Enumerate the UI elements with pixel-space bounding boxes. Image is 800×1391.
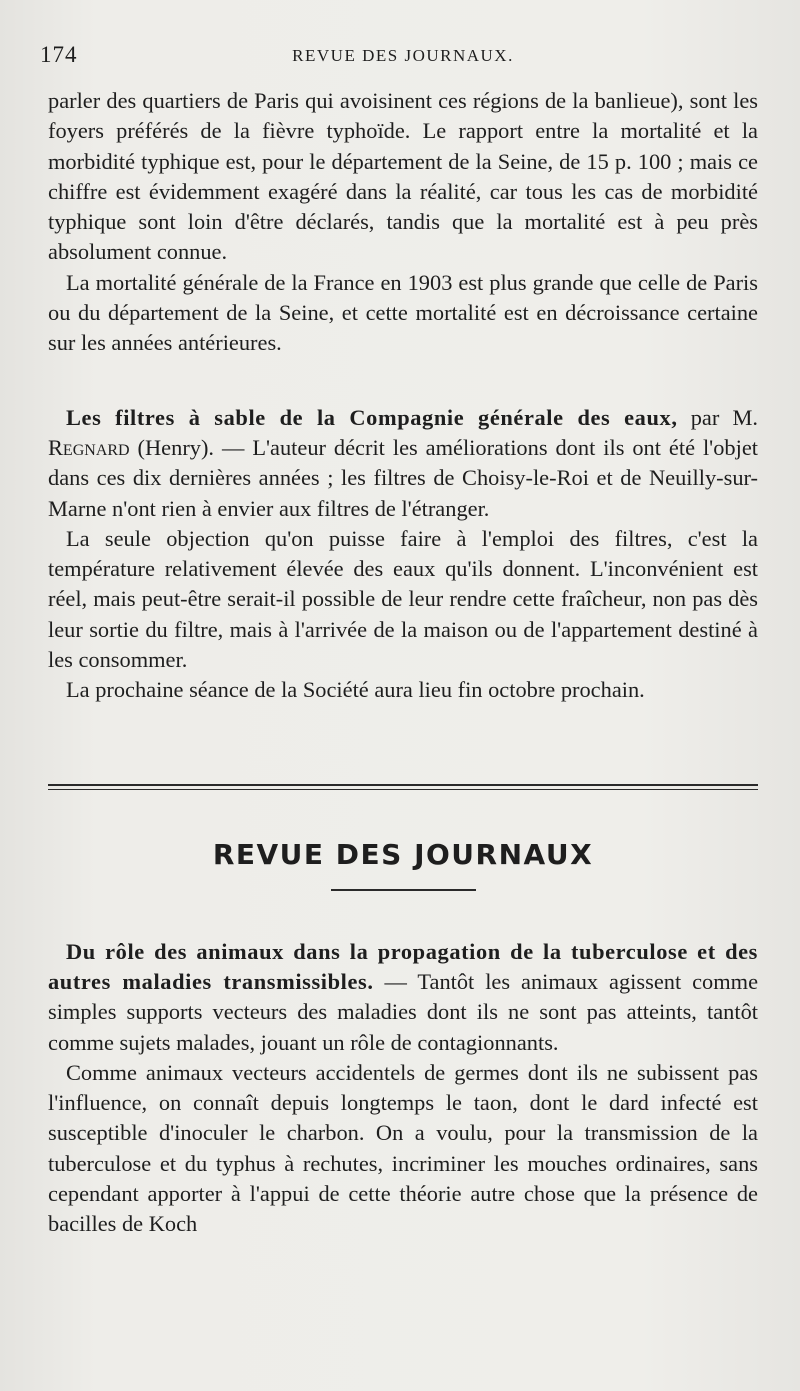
paragraph-france-mortality: La mortalité générale de la France en 1903 est plus grande que celle de Paris ou du département de la Seine, et cette mortalité est en décroissance certaine sur les années antérieures. xyxy=(48,269,758,356)
section-double-rule xyxy=(48,784,758,790)
paragraph-next-session: La prochaine séance de la Société aura lieu fin octobre prochain. xyxy=(66,677,645,703)
paragraph-typhoid-mortality: parler des quartiers de Paris qui avoisinent ces régions de la banlieue), sont les foyers préférés de la fièvre typhoïde. Le rapport entre la mortalité et la morbidité typhique est, pour le département de la Seine, de 15 p. 100 ; mais ce chiffre est évidemment exagéré dans la réalité, car tous les cas de morbidité typhique sont loin d'être déclarés, tandis que la mortalité est à peu près absolument connue. xyxy=(48,88,758,265)
running-head xyxy=(40,38,758,78)
section-title: REVUE DES JOURNAUX xyxy=(212,837,594,871)
running-title: REVUE DES JOURNAUX. xyxy=(292,46,514,65)
spacer xyxy=(48,891,758,937)
paragraph-filter-objection: La seule objection qu'on puisse faire à l'emploi des filtres, c'est la température relativement élevée des eaux qu'ils donnent. L'inconvénient est réel, mais peut-être serait-il possible de leur rendre cette fraîcheur, non pas dès leur sortie du filtre, mais à l'arrivée de la maison ou de l'appartement destiné à les consommer. xyxy=(48,525,758,673)
article-sand-filters-author: Regnard xyxy=(48,434,130,460)
article-animals-body: — Tantôt les animaux agissent comme simples supports vecteurs des maladies dont ils ne sont pas atteints, tantôt comme sujets malades, jouant un rôle de contagionnants. xyxy=(48,968,759,1055)
article-sand-filters-title: Les filtres à sable de la Compagnie générale des eaux, xyxy=(66,404,678,430)
article-sand-filters xyxy=(48,403,758,524)
article-sand-filters-body: (Henry). — L'auteur décrit les améliorations dont ils ont été l'objet dans ces dix dernières années ; les filtres de Choisy-le-Roi et de Neuilly-sur-Marne n'ont rien à envier aux filtres de l'étranger. xyxy=(48,434,758,521)
spacer xyxy=(48,359,758,403)
article-animals-title: Du rôle des animaux dans la propagation de la tuberculose et des autres maladies transmissibles. xyxy=(48,938,758,994)
page-number: 174 xyxy=(40,42,78,67)
paragraph-animal-vectors: Comme animaux vecteurs accidentels de germes dont ils ne subissent pas l'influence, on connaît depuis longtemps le taon, dont le dard infecté est susceptible d'inoculer le charbon. On a voulu, pour la transmission de la tuberculose et du typhus à rechutes, incriminer les mouches ordinaires, sans cependant apporter à l'appui de cette théorie autre chose que la présence de bacilles de Koch xyxy=(48,1059,758,1237)
article-sand-filters-by: par M. xyxy=(677,404,758,430)
article-animals-tuberculosis xyxy=(48,937,758,1058)
